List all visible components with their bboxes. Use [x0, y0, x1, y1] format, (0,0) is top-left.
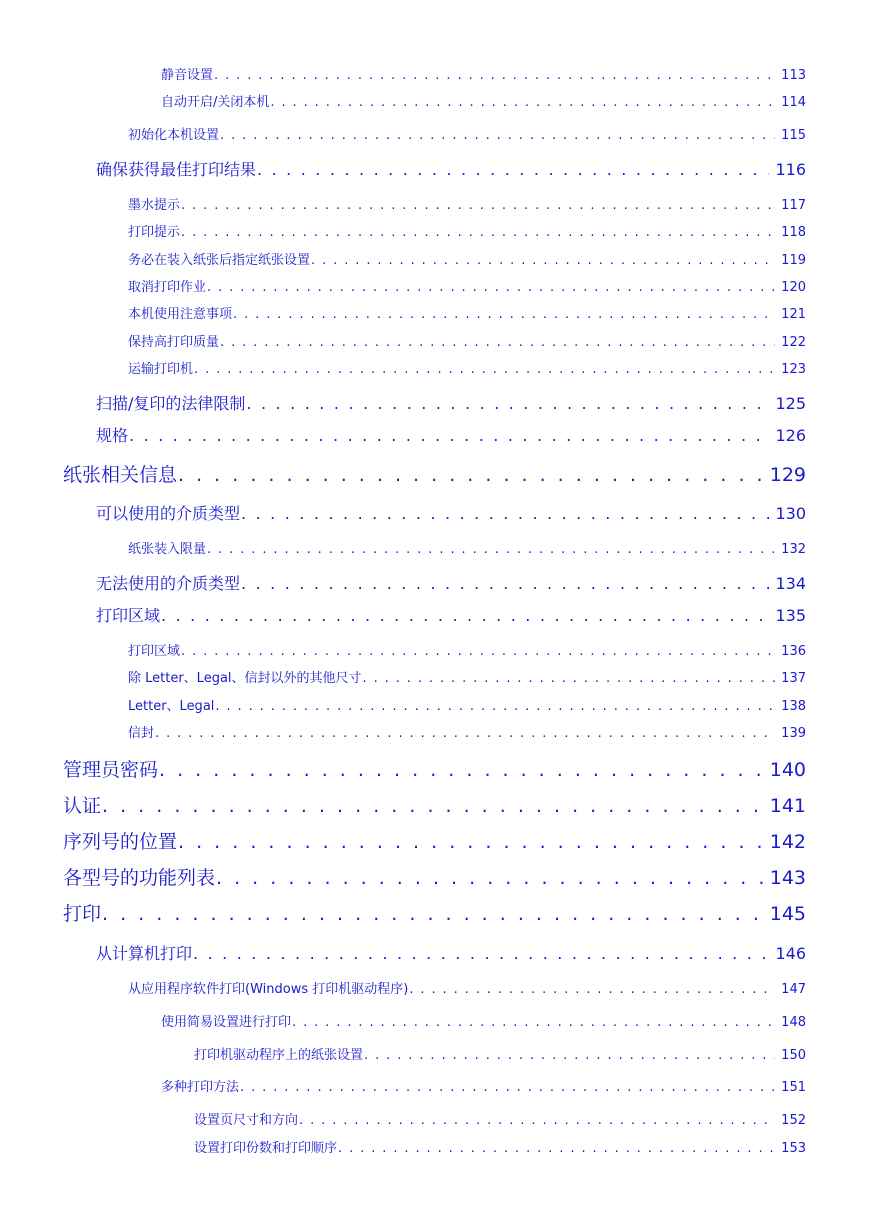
dot-leader: [178, 464, 764, 486]
toc-entry-title: 多种打印方法: [161, 1080, 240, 1095]
toc-entry-title: 静音设置: [161, 68, 214, 83]
toc-entry-page: 135: [775, 606, 806, 625]
toc-entry-page: 141: [769, 795, 806, 817]
toc-entry-page: 134: [775, 574, 806, 593]
toc-entry-title: 可以使用的介质类型: [96, 504, 241, 523]
toc-entry[interactable]: [128, 722, 806, 741]
toc-entry[interactable]: [63, 863, 806, 890]
dot-leader: [215, 699, 775, 714]
toc-entry[interactable]: [128, 358, 806, 377]
dot-leader: [178, 831, 764, 853]
toc-entry-page: 130: [775, 504, 806, 523]
dot-leader: [409, 982, 775, 997]
toc-entry-page: 116: [775, 160, 806, 179]
toc-entry-title: 务必在装入纸张后指定纸张设置: [128, 253, 311, 268]
toc-entry-title: 本机使用注意事项: [128, 307, 233, 322]
toc-entry-page: 151: [781, 1080, 806, 1095]
toc-entry-page: 113: [781, 68, 806, 83]
toc-entry-title: 初始化本机设置: [128, 128, 220, 143]
toc-entry-title: 扫描/复印的法律限制: [96, 394, 246, 413]
toc-entry-page: 140: [769, 759, 806, 781]
toc-entry[interactable]: [63, 791, 806, 818]
dot-leader: [102, 903, 764, 925]
toc-entry-page: 122: [781, 335, 806, 350]
toc-entry-page: 136: [781, 644, 806, 659]
toc-entry[interactable]: [161, 91, 806, 110]
toc-entry-page: 150: [781, 1048, 806, 1063]
dot-leader: [241, 574, 769, 593]
dot-leader: [246, 394, 769, 413]
toc-entry-page: 137: [781, 671, 806, 686]
toc-entry[interactable]: [161, 64, 806, 83]
dot-leader: [257, 160, 769, 179]
toc-entry[interactable]: [194, 1109, 806, 1128]
toc-entry-page: 146: [775, 944, 806, 963]
dot-leader: [129, 426, 769, 445]
dot-leader: [181, 225, 775, 240]
dot-leader: [161, 606, 769, 625]
toc-entry-page: 114: [781, 95, 806, 110]
toc-entry-page: 117: [781, 198, 806, 213]
toc-entry-page: 129: [769, 464, 806, 486]
toc-entry-page: 139: [781, 726, 806, 741]
toc-entry[interactable]: [96, 423, 806, 446]
toc-entry[interactable]: [96, 391, 806, 414]
dot-leader: [220, 335, 775, 350]
toc-entry-title: 使用简易设置进行打印: [161, 1015, 292, 1030]
toc-entry[interactable]: [194, 1137, 806, 1156]
dot-leader: [338, 1141, 775, 1156]
toc-entry-page: 125: [775, 394, 806, 413]
toc-entry-title: 设置打印份数和打印顺序: [194, 1141, 338, 1156]
toc-entry[interactable]: [128, 695, 806, 714]
toc-entry-page: 118: [781, 225, 806, 240]
toc-entry[interactable]: [128, 221, 806, 240]
toc-entry-page: 142: [769, 831, 806, 853]
dot-leader: [220, 128, 775, 143]
toc-entry[interactable]: [96, 941, 806, 964]
toc-entry[interactable]: [63, 755, 806, 782]
dot-leader: [102, 795, 764, 817]
toc-entry-title: 运输打印机: [128, 362, 194, 377]
toc-entry-page: 115: [781, 128, 806, 143]
toc-entry-page: 148: [781, 1015, 806, 1030]
dot-leader: [181, 198, 775, 213]
toc-entry-title: 设置页尺寸和方向: [194, 1113, 299, 1128]
dot-leader: [181, 644, 775, 659]
toc-entry-page: 123: [781, 362, 806, 377]
toc-entry-page: 121: [781, 307, 806, 322]
toc-entry-title: 确保获得最佳打印结果: [96, 160, 257, 179]
toc-entry-title: 从计算机打印: [96, 944, 193, 963]
dot-leader: [241, 504, 769, 523]
toc-entry-page: 120: [781, 280, 806, 295]
toc-entry-title: 取消打印作业: [128, 280, 207, 295]
toc-entry[interactable]: [128, 249, 806, 268]
toc-entry[interactable]: [63, 827, 806, 854]
dot-leader: [207, 280, 775, 295]
toc-entry[interactable]: [161, 1076, 806, 1095]
toc-entry[interactable]: [96, 603, 806, 626]
toc-entry[interactable]: [128, 303, 806, 322]
toc-entry[interactable]: [96, 157, 806, 180]
toc-entry-title: 从应用程序软件打印(Windows 打印机驱动程序): [128, 982, 409, 997]
toc-entry-title: 打印区域: [96, 606, 161, 625]
toc-entry[interactable]: [128, 538, 806, 557]
dot-leader: [214, 68, 775, 83]
toc-entry-title: 打印提示: [128, 225, 181, 240]
dot-leader: [193, 944, 769, 963]
toc-entry-title: 各型号的功能列表: [63, 867, 216, 889]
toc-entry-page: 153: [781, 1141, 806, 1156]
dot-leader: [270, 95, 775, 110]
toc-entry[interactable]: [128, 276, 806, 295]
toc-entry[interactable]: [63, 460, 806, 487]
toc-entry-title: 序列号的位置: [63, 831, 178, 853]
toc-entry[interactable]: [161, 1011, 806, 1030]
toc-entry-title: 墨水提示: [128, 198, 181, 213]
toc-entry-title: 信封: [128, 726, 155, 741]
toc-entry[interactable]: [128, 978, 806, 997]
toc-entry[interactable]: [128, 124, 806, 143]
dot-leader: [292, 1015, 775, 1030]
toc-entry-title: 管理员密码: [63, 759, 159, 781]
dot-leader: [311, 253, 775, 268]
toc-entry[interactable]: [128, 331, 806, 350]
toc-entry-title: 纸张装入限量: [128, 542, 207, 557]
toc-entry-page: 126: [775, 426, 806, 445]
toc-entry-title: 打印机驱动程序上的纸张设置: [194, 1048, 364, 1063]
dot-leader: [299, 1113, 775, 1128]
toc-entry[interactable]: [194, 1044, 806, 1063]
dot-leader: [363, 671, 776, 686]
toc-entry-page: 132: [781, 542, 806, 557]
toc-entry-title: 打印区域: [128, 644, 181, 659]
dot-leader: [240, 1080, 775, 1095]
toc-entry-page: 143: [769, 867, 806, 889]
toc-entry[interactable]: [128, 640, 806, 659]
toc-entry-page: 119: [781, 253, 806, 268]
toc-entry-title: 纸张相关信息: [63, 464, 178, 486]
toc-entry-title: 无法使用的介质类型: [96, 574, 241, 593]
dot-leader: [216, 867, 764, 889]
toc-entry-title: 规格: [96, 426, 129, 445]
dot-leader: [233, 307, 775, 322]
dot-leader: [194, 362, 775, 377]
toc-entry-page: 138: [781, 699, 806, 714]
toc-entry-page: 152: [781, 1113, 806, 1128]
toc-entry-title: 打印: [63, 903, 102, 925]
toc-entry-title: 自动开启/关闭本机: [161, 95, 270, 110]
toc-entry-page: 145: [769, 903, 806, 925]
toc-entry[interactable]: [128, 667, 806, 686]
toc-entry[interactable]: [128, 194, 806, 213]
toc-entry-title: 认证: [63, 795, 102, 817]
toc-entry-title: Letter、Legal: [128, 699, 215, 714]
dot-leader: [207, 542, 775, 557]
toc-entry[interactable]: [96, 571, 806, 594]
toc-entry-title: 保持高打印质量: [128, 335, 220, 350]
toc-entry[interactable]: [63, 899, 806, 926]
dot-leader: [364, 1048, 775, 1063]
toc-entry-page: 147: [781, 982, 806, 997]
dot-leader: [155, 726, 775, 741]
dot-leader: [159, 759, 764, 781]
toc-entry-title: 除 Letter、Legal、信封以外的其他尺寸: [128, 671, 362, 686]
toc-entry[interactable]: [96, 501, 806, 524]
